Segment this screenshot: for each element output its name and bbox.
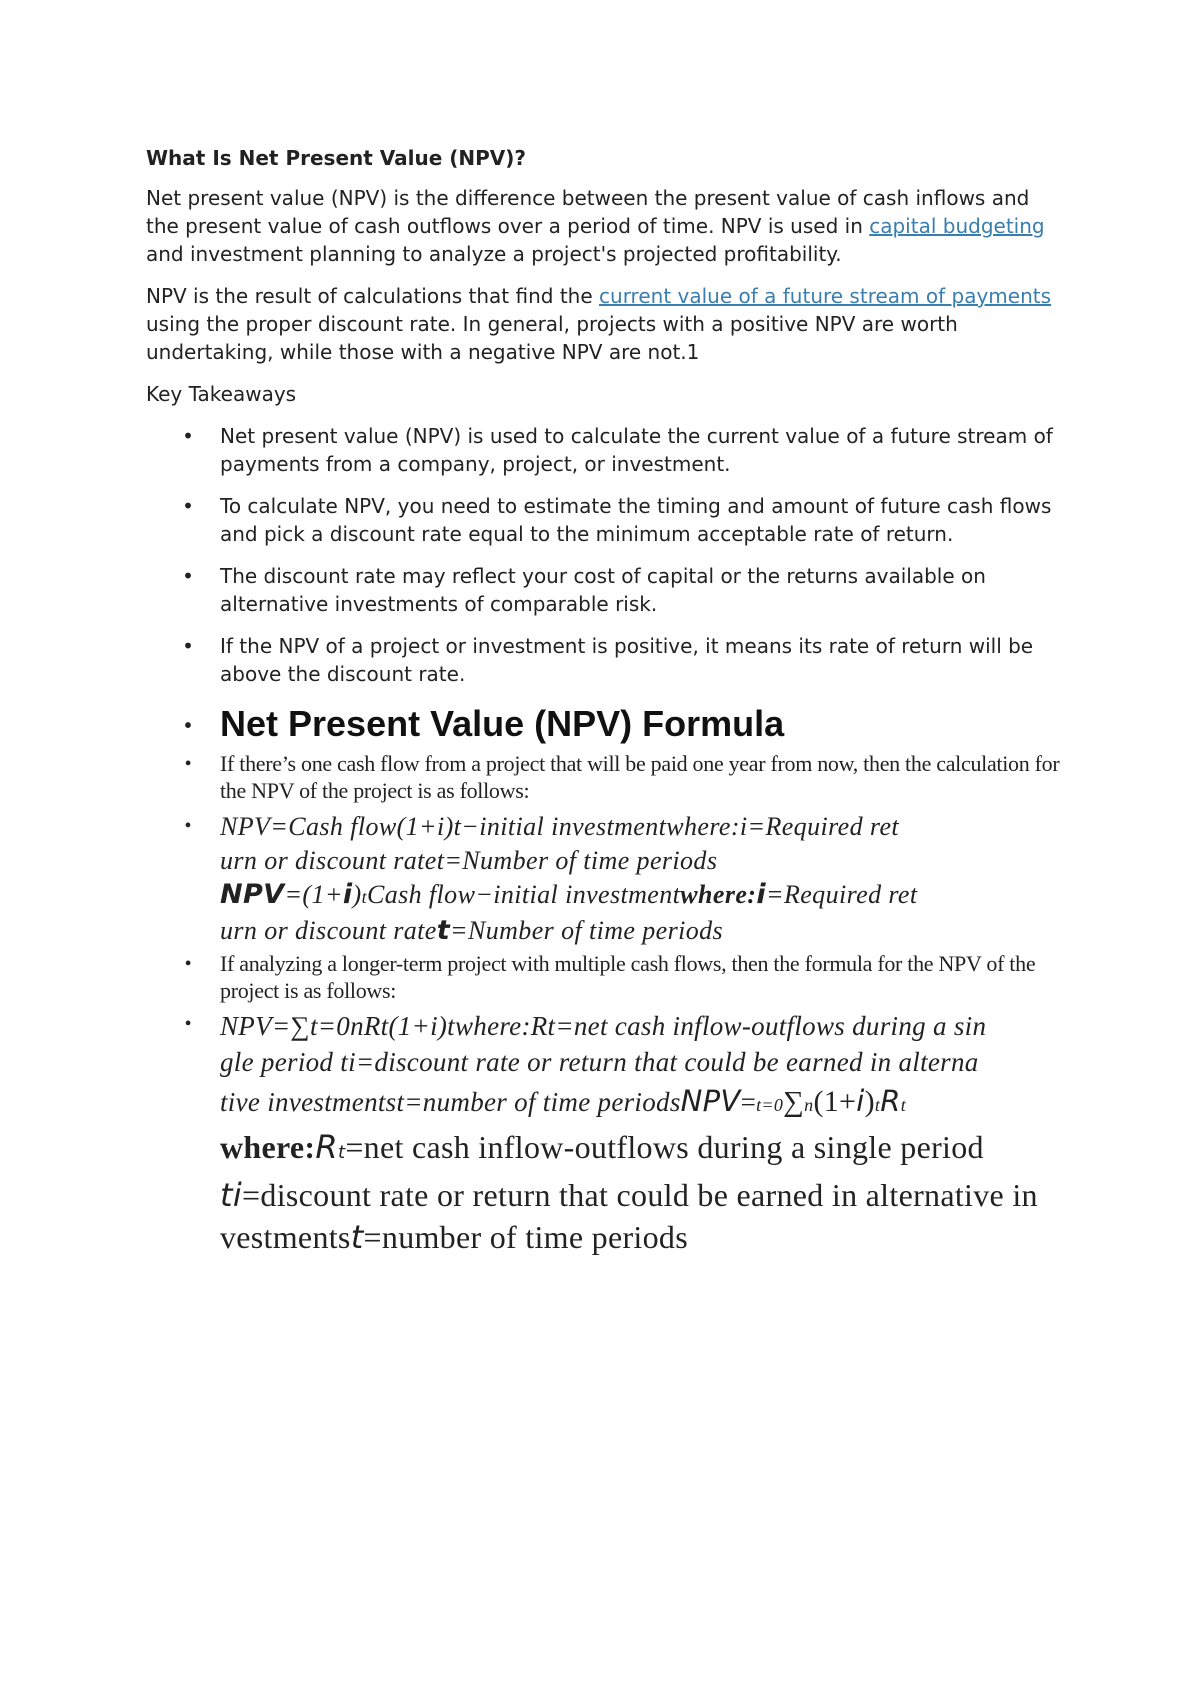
formula-2-text-line-1: NPV=∑t=0nRt(1+i)twhere:Rt=net cash inflow-outflows during a sin	[220, 1011, 987, 1041]
takeaway-text: To calculate NPV, you need to estimate the timing and amount of future cash flows and pick a discount rate equal to the minimum acceptable rate of return.	[220, 494, 1052, 546]
bullet-icon: •	[184, 753, 192, 775]
formula-1-text-line-1: NPV=Cash flow(1+i)t−initial investmentwhere:i=Required ret	[220, 812, 900, 841]
formula-1-text-line-2: urn or discount ratet=Number of time periods	[220, 846, 718, 875]
future-stream-link[interactable]: current value of a future stream of payments	[599, 284, 1052, 308]
takeaway-text: The discount rate may reflect your cost of capital or the returns available on alternative investments of comparable risk.	[220, 564, 986, 616]
bullet-icon: •	[182, 634, 194, 658]
takeaway-text: Net present value (NPV) is used to calculate the current value of a future stream of payments from a company, project, or investment.	[220, 424, 1053, 476]
formula-2-rendered-line-1: where:Rt=net cash inflow-outflows during a single period	[220, 1128, 984, 1166]
bullet-icon: •	[182, 494, 194, 518]
bullet-icon: •	[182, 424, 194, 448]
list-item	[146, 562, 1066, 618]
bullet-icon: •	[184, 1013, 192, 1035]
bullet-icon: •	[184, 715, 192, 737]
list-item	[146, 950, 1066, 1004]
npv-result-text-2: using the proper discount rate. In general, projects with a positive NPV are worth undertaking, while those with a negative NPV are not.1	[146, 312, 958, 364]
key-takeaways-list	[146, 422, 1066, 688]
npv-result-text-1: NPV is the result of calculations that find the	[146, 284, 600, 308]
list-item	[146, 1008, 1066, 1258]
npv-result-paragraph	[146, 282, 1066, 366]
formula-intro-1: If there’s one cash flow from a project that will be paid one year from now, then the calculation for the NPV of the project is as follows:	[220, 751, 1060, 803]
intro-paragraph	[146, 184, 1066, 268]
formula-2-text-line-2: gle period ti=discount rate or return that could be earned in alterna	[220, 1047, 979, 1077]
bullet-icon: •	[184, 815, 192, 837]
formula-1-rendered-line-1: NPV=(1+i)tCash flow−initial investmentwhere:i=Required ret	[220, 879, 918, 910]
list-item	[146, 492, 1066, 548]
list-item	[146, 702, 1066, 746]
formula-1-rendered-line-2: urn or discount ratet=Number of time periods	[220, 915, 724, 946]
list-item	[146, 750, 1066, 804]
formula-intro-2: If analyzing a longer-term project with multiple cash flows, then the formula for the NPV of the project is as follows:	[220, 951, 1036, 1003]
intro-text-2: and investment planning to analyze a project's projected profitability.	[146, 242, 842, 266]
capital-budgeting-link[interactable]: capital budgeting	[869, 214, 1045, 238]
list-item	[146, 810, 1066, 948]
formula-2-text-line-3: tive investmentst=number of time periodsNPV=t=0∑n(1+i)tRt	[220, 1084, 906, 1118]
intro-text-1: Net present value (NPV) is the difference between the present value of cash inflows and the present value of cash outflows over a period of time. NPV is used in	[146, 186, 1030, 238]
document-body	[146, 144, 1066, 1258]
list-item	[146, 422, 1066, 478]
list-item	[146, 632, 1066, 688]
formula-list	[146, 702, 1066, 1258]
formula-2-rendered-line-3: vestmentst=number of time periods	[220, 1218, 688, 1256]
formula-2-rendered-line-2: ti=discount rate or return that could be earned in alternative in	[220, 1176, 1038, 1214]
bullet-icon: •	[182, 564, 194, 588]
takeaway-text: If the NPV of a project or investment is positive, it means its rate of return will be above the discount rate.	[220, 634, 1034, 686]
key-takeaways-label: Key Takeaways	[146, 382, 297, 406]
formula-heading: Net Present Value (NPV) Formula	[220, 703, 785, 744]
page-title: What Is Net Present Value (NPV)?	[146, 146, 527, 170]
bullet-icon: •	[184, 953, 192, 975]
